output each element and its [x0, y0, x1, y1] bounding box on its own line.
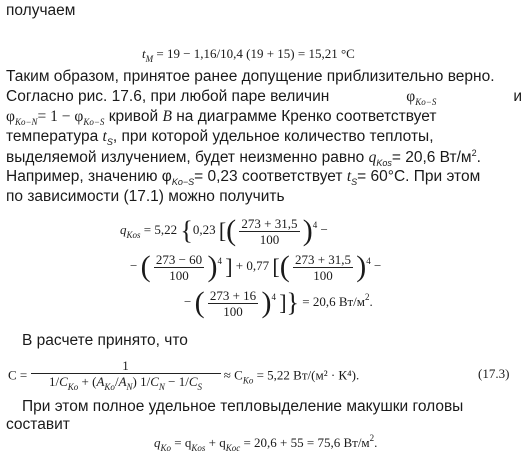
equation-total: $q_{Ko} = q_{Kos} + q_{Koc} = 20,6 + 55 = 75,6$ $Вт/м^2$.: [154, 433, 378, 453]
para1-line7: по зависимости (17.1) можно получить: [6, 188, 285, 205]
equation-qkos-line1: $q_{Kos} = 5,22$ {0,23 [( $\frac{273 + 31,5}{100}$ )$^4$ −: [120, 214, 328, 247]
equation-number: (17.3): [478, 366, 510, 381]
equation-qkos-line2: − ( $\frac{273 - 60}{100}$ )$^4$ ] + 0,77 [( $\frac{273 + 31,5}{100}$ )$^4$ −: [130, 250, 382, 283]
equation-tm: $t_M = 19 - 1,16/10,4$ (19 + 15) = 15,21 °C: [142, 46, 355, 64]
intro-word: получаем: [6, 2, 76, 19]
equation-qkos-line3: − ( $\frac{273 + 16}{100}$ )$^4$ ]} = 20,6 $Вт/м^2$.: [184, 286, 373, 319]
para1-line4: температура $t_S$, при которой удельное количество теплоты,: [6, 128, 434, 147]
para1-line5: выделяемой излучением, будет неизменно равно $q_{Kos}= 20,6$ $Вт/м^2$.: [6, 148, 481, 168]
equation-c: C = $\frac{1}{1/C_{Ko} + (A_{Ko}/A_N) 1/C_N - 1/C_S}$ ≈ $C_{Ko} = 5,22$ Вт/(м² · К⁴).: [8, 358, 360, 392]
para2-text: В расчете принято, что: [22, 332, 188, 349]
para1-line3: $\varphi_{Ko-N}= 1 - \varphi_{Ko-S}$ кривой B на диаграмме Кренко соответствует: [6, 108, 437, 127]
para1-line1: Таким образом, принятое ранее допущение приблизительно верно.: [6, 68, 495, 85]
para1-line2: Согласно рис. 17.6, при любой паре величин $\varphi_{Ko-S}$ и: [6, 88, 522, 107]
para3-line2: составит: [6, 416, 70, 433]
para3-line1: При этом полное удельное тепловыделение макушки головы: [22, 398, 464, 415]
para1-line6: Например, значению $\varphi_{Ko-S}= 0,23$ соответствует $t_S= 60^\circ C$. При этом: [6, 168, 481, 187]
